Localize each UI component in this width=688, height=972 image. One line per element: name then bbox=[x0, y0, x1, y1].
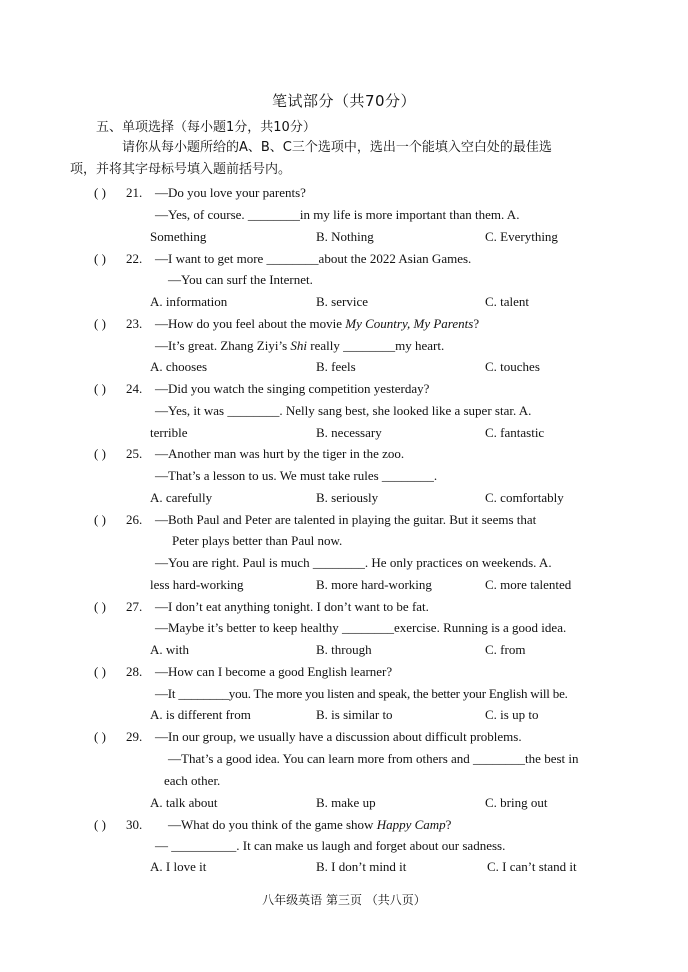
instructions bbox=[70, 137, 596, 181]
answer-text: —It ________you. The more you listen and speak, the better your English will be. bbox=[155, 686, 568, 701]
option-b: B. Nothing bbox=[316, 229, 374, 244]
option-c: C. I can’t stand it bbox=[487, 859, 577, 874]
question-number: 28. bbox=[126, 664, 143, 679]
question-number: 25. bbox=[126, 446, 143, 461]
question-text: —Both Paul and Peter are talented in playing the guitar. But it seems that bbox=[155, 512, 537, 527]
question-text: —I don’t eat anything tonight. I don’t want to be fat. bbox=[155, 599, 429, 614]
question-text: —I want to get more ________about the 2022 Asian Games. bbox=[155, 251, 472, 266]
option-c: C. talent bbox=[485, 294, 530, 309]
answer-text: —Yes, it was ________. Nelly sang best, she looked like a super star. A. bbox=[155, 403, 532, 418]
page-title: 笔试部分（共70分） bbox=[271, 92, 417, 110]
answer-bracket[interactable]: ( ) bbox=[94, 729, 106, 744]
option-b: B. I don’t mind it bbox=[316, 859, 407, 874]
answer-bracket[interactable]: ( ) bbox=[94, 446, 106, 461]
question-text: —In our group, we usually have a discussion about difficult problems. bbox=[155, 729, 522, 744]
option-a: less hard-working bbox=[150, 577, 244, 592]
page-footer: 八年级英语 第三页 （共八页） bbox=[262, 893, 426, 907]
answer-text: —That’s a good idea. You can learn more from others and ________the best in bbox=[168, 751, 579, 766]
question-text: —Did you watch the singing competition yesterday? bbox=[155, 381, 430, 396]
option-b: B. necessary bbox=[316, 425, 382, 440]
option-c: C. more talented bbox=[485, 577, 572, 592]
question-text: —How can I become a good English learner? bbox=[155, 664, 393, 679]
question-number: 23. bbox=[126, 316, 143, 331]
answer-bracket[interactable]: ( ) bbox=[94, 512, 106, 527]
option-a: Something bbox=[150, 229, 207, 244]
option-c: C. from bbox=[485, 642, 526, 657]
option-b: B. seriously bbox=[316, 490, 379, 505]
option-c: C. fantastic bbox=[485, 425, 545, 440]
instructions-line-2: 项，并将其字母标号填入题前括号内。 bbox=[70, 162, 292, 177]
answer-bracket[interactable]: ( ) bbox=[94, 664, 106, 679]
option-b: B. through bbox=[316, 642, 372, 657]
option-b: B. make up bbox=[316, 795, 376, 810]
option-b: B. is similar to bbox=[316, 707, 393, 722]
question-number: 26. bbox=[126, 512, 143, 527]
option-a: A. talk about bbox=[150, 795, 218, 810]
question-text: —What do you think of the game show Happy Camp? bbox=[168, 817, 452, 832]
option-c: C. bring out bbox=[485, 795, 548, 810]
question-number: 21. bbox=[126, 185, 143, 200]
answer-text-line-2: each other. bbox=[164, 773, 221, 788]
answer-bracket[interactable]: ( ) bbox=[94, 381, 106, 396]
question-text: —How do you feel about the movie My Country, My Parents? bbox=[155, 316, 480, 331]
option-c: C. comfortably bbox=[485, 490, 564, 505]
answer-bracket[interactable]: ( ) bbox=[94, 599, 106, 614]
answer-text: —That’s a lesson to us. We must take rules ________. bbox=[155, 468, 438, 483]
question-number: 29. bbox=[126, 729, 143, 744]
option-a: A. carefully bbox=[150, 490, 213, 505]
answer-text: —You are right. Paul is much ________. He only practices on weekends. A. bbox=[155, 555, 552, 570]
question-number: 27. bbox=[126, 599, 143, 614]
instructions-line-1: 请你从每小题所给的A、B、C三个选项中，选出一个能填入空白处的最佳选 bbox=[122, 140, 552, 155]
option-b: B. service bbox=[316, 294, 368, 309]
option-c: C. Everything bbox=[485, 229, 558, 244]
question-number: 24. bbox=[126, 381, 143, 396]
option-a: A. information bbox=[150, 294, 228, 309]
option-c: C. is up to bbox=[485, 707, 539, 722]
option-a: A. is different from bbox=[150, 707, 251, 722]
option-b: B. more hard-working bbox=[316, 577, 432, 592]
option-b: B. feels bbox=[316, 359, 356, 374]
answer-bracket[interactable]: ( ) bbox=[94, 316, 106, 331]
option-a: A. I love it bbox=[150, 859, 207, 874]
answer-text: — __________. It can make us laugh and forget about our sadness. bbox=[155, 838, 506, 853]
answer-text: —Maybe it’s better to keep healthy ________exercise. Running is a good idea. bbox=[155, 620, 567, 635]
question-text: —Another man was hurt by the tiger in the zoo. bbox=[155, 446, 405, 461]
option-a: A. with bbox=[150, 642, 189, 657]
answer-text: —You can surf the Internet. bbox=[168, 272, 313, 287]
answer-text: —It’s great. Zhang Ziyi’s Shi really ________my heart. bbox=[155, 338, 445, 353]
option-a: terrible bbox=[150, 425, 188, 440]
section-heading: 五、单项选择（每小题1分，共10分） bbox=[96, 120, 316, 135]
answer-bracket[interactable]: ( ) bbox=[94, 251, 106, 266]
option-a: A. chooses bbox=[150, 359, 208, 374]
option-c: C. touches bbox=[485, 359, 540, 374]
answer-bracket[interactable]: ( ) bbox=[94, 185, 106, 200]
answer-bracket[interactable]: ( ) bbox=[94, 817, 106, 832]
question-number: 22. bbox=[126, 251, 143, 266]
answer-text: —Yes, of course. ________in my life is more important than them. A. bbox=[155, 207, 520, 222]
question-text: —Do you love your parents? bbox=[155, 185, 306, 200]
question-text-line-2: Peter plays better than Paul now. bbox=[172, 533, 343, 548]
question-number: 30. bbox=[126, 817, 143, 832]
